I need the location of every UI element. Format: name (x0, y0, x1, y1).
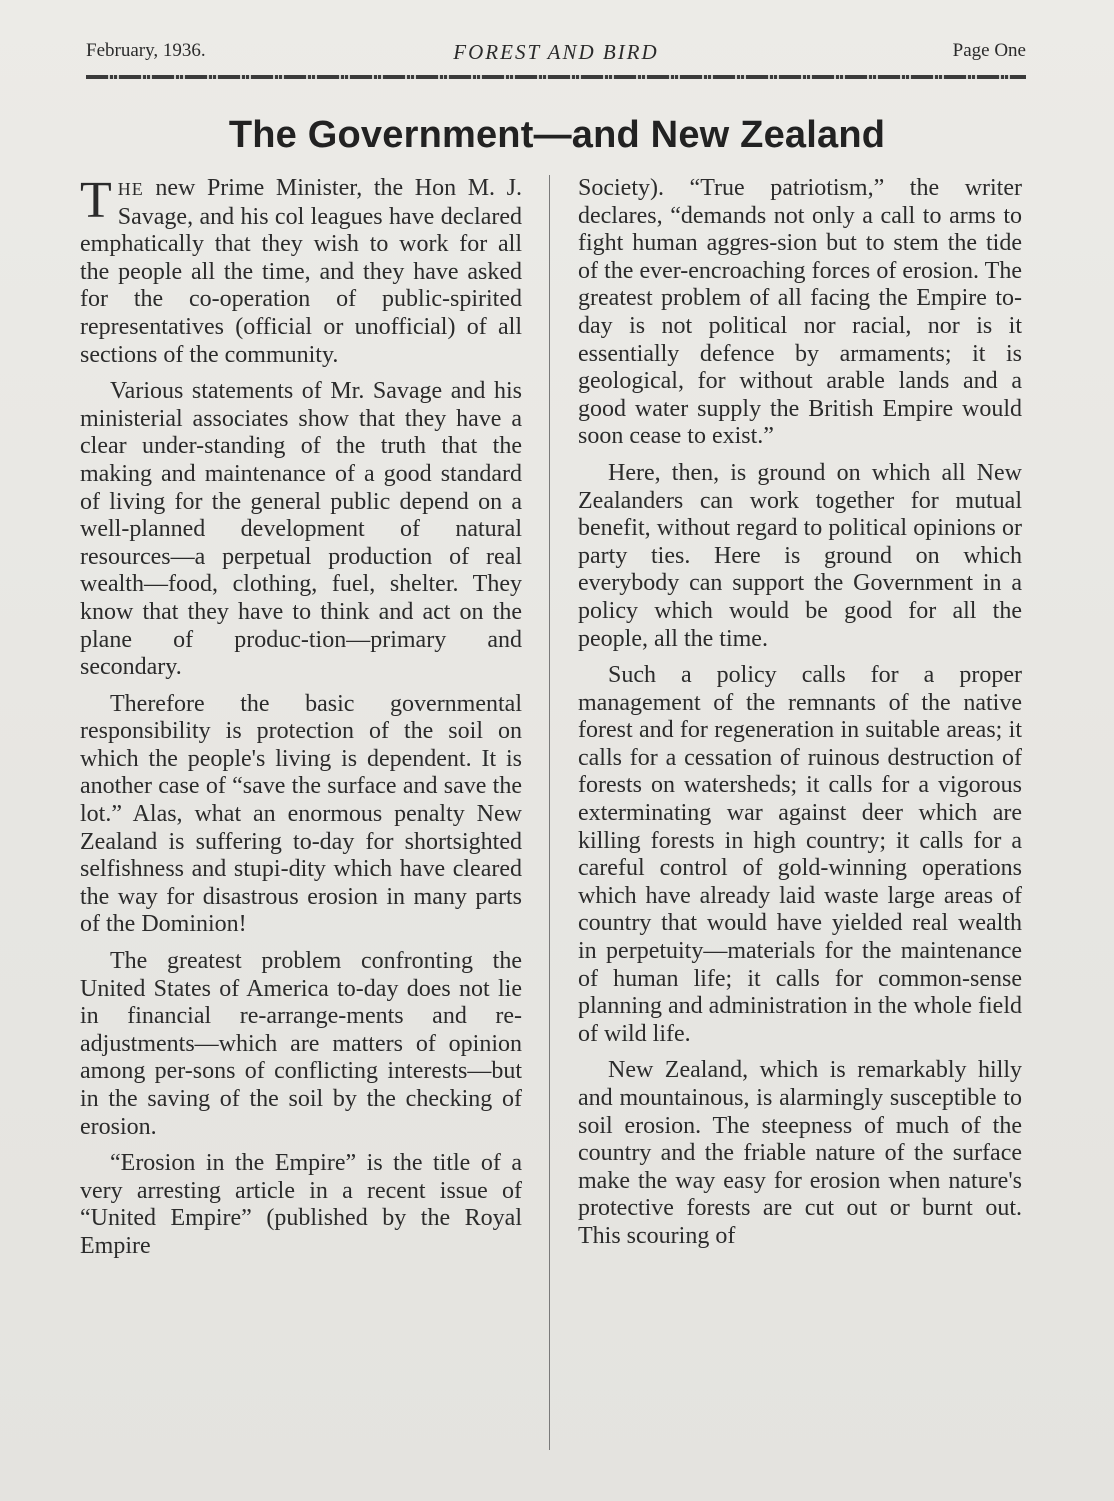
paragraph-8: New Zealand, which is remarkably hilly and mountainous, is alarmingly susceptible to soil erosion. The steepness of much of the country and the friable nature of the surface make the way easy for erosion when nature's protective forests are cut out or burnt out. This scouring of (578, 1057, 1022, 1249)
drop-cap: T (80, 172, 112, 229)
paragraph-5: “Erosion in the Empire” is the title of a very arresting article in a recent issue of “United Empire” (published by the Royal Empire (80, 1150, 522, 1259)
header-rule (86, 75, 1026, 79)
paragraph-5-continued: Society). “True patriotism,” the writer declares, “demands not only a call to arms to fight human aggres-sion but to stem the tide of the ever-encroaching forces of erosion. The greatest problem of all facing the Empire to-day is not political nor racial, nor is it essentially defence by armaments; it is geological, for without arable lands and a good water supply the British Empire would soon cease to exist.” (578, 175, 1022, 450)
left-column (80, 172, 523, 1270)
paragraph-6: Here, then, is ground on which all New Zealanders can work together for mutual benefit, without regard to political opinions or party ties. Here is ground on which everybody can support the Government in a policy which would be good for all the people, all the time. (578, 459, 1022, 652)
right-column (578, 175, 1022, 1260)
paragraph-3: Therefore the basic governmental responsibility is protection of the soil on which the people's living is dependent. It is another case of “save the surface and save the lot.” Alas, what an enormous penalty New Zealand is suffering to-day for shortsighted selfishness and stupi-dity which have cleared the way for disastrous erosion in many parts of the Dominion! (80, 690, 522, 938)
column-divider (549, 175, 550, 1450)
page-number: Page One (952, 40, 1026, 61)
article-title: The Government—and New Zealand (228, 114, 886, 156)
first-word-rest: HE (117, 179, 144, 199)
running-header (86, 40, 1026, 68)
paragraph-7: Such a policy calls for a proper management of the remnants of the native forest and for regeneration in suitable areas; it calls for a cessation of ruinous destruction of forests on watersheds; it calls for a vigorous exterminating war against deer which are killing forests in high country; it calls for a careful control of gold-winning operations which have already laid waste large areas of country that would have yielded real wealth in perpetuity—materials for the maintenance of human life; it calls for common-sense planning and administration in the whole field of wild life. (578, 662, 1022, 1047)
paragraph-1-text: new Prime Minister, the Hon M. J. Savage, and his col leagues have declared emphatically that they wish to work for all the people all the time, and they have asked for the co-operation of public-spirited representatives (official or unofficial) of all sections of the community. (80, 175, 523, 368)
paragraph-2: Various statements of Mr. Savage and his ministerial associates show that they have a clear under-standing of the truth that the making and maintenance of a good standard of living for the general public depend on a well-planned development of natural resources—a perpetual production of real wealth—food, clothing, fuel, shelter. They know that they have to think and act on the plane of produc-tion—primary and secondary. (80, 378, 522, 681)
issue-date: February, 1936. (86, 40, 206, 61)
publication-name: FOREST AND BIRD (453, 40, 659, 64)
paragraph-4: The greatest problem confronting the United States of America to-day does not lie in financial re-arrange-ments and re-adjustments—which are matters of opinion among per-sons of conflicting interests—but in the saving of the soil by the checking of erosion. (80, 948, 522, 1140)
paragraph-1 (80, 172, 523, 369)
